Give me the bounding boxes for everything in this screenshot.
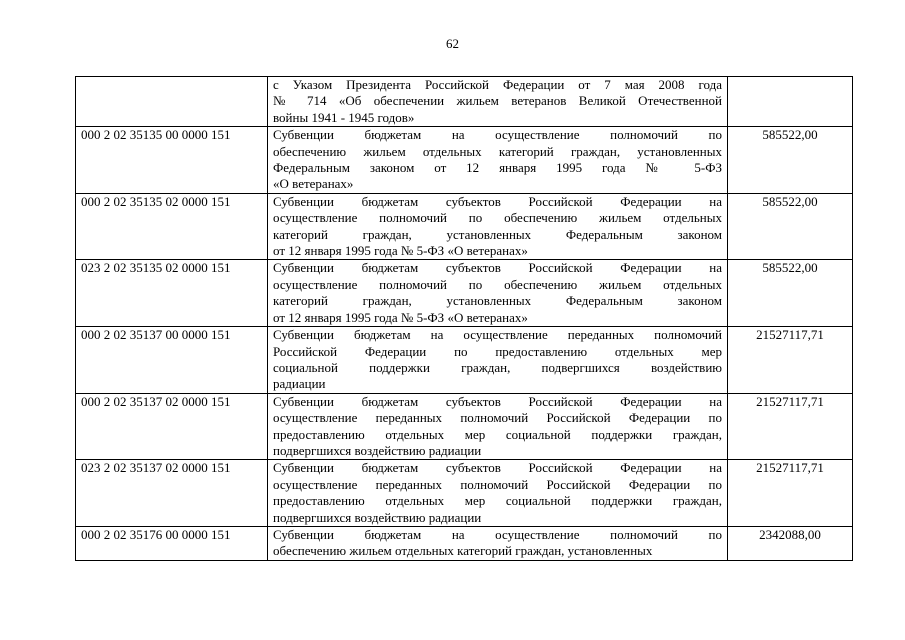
amount-cell: 585522,00 <box>728 193 853 260</box>
table-row <box>76 460 853 527</box>
income-name-line: категорий граждан, установленных Федеральным законом <box>273 293 722 309</box>
income-name-cell <box>268 127 728 194</box>
income-name-line: «О ветеранах» <box>273 176 354 192</box>
income-name-line: Федеральным законом от 12 января 1995 года № 5-ФЗ <box>273 160 722 176</box>
table-row <box>76 260 853 327</box>
amount-cell: 585522,00 <box>728 127 853 194</box>
income-name-line: Субвенции бюджетам на осуществление полномочий по <box>273 526 722 542</box>
income-name-line: обеспечению жильем отдельных категорий граждан, установленных <box>273 543 653 559</box>
table-row <box>76 193 853 260</box>
table-row <box>76 77 853 127</box>
budget-code-cell: 023 2 02 35135 02 0000 151 <box>76 260 268 327</box>
income-name-line: социальной поддержки граждан, подвергшихся воздействию <box>273 359 722 375</box>
income-name-line: от 12 января 1995 года № 5-ФЗ «О ветеранах» <box>273 309 528 325</box>
income-name-line: осуществление переданных полномочий Российской Федерации по <box>273 410 722 426</box>
income-name-line: предоставлению отдельных мер социальной поддержки граждан, <box>273 493 722 509</box>
income-name-line: категорий граждан, установленных Федеральным законом <box>273 226 722 242</box>
page-number: 62 <box>446 36 459 51</box>
income-name-cell <box>268 460 728 527</box>
amount-cell: 21527117,71 <box>728 460 853 527</box>
amount-cell: 21527117,71 <box>728 393 853 460</box>
budget-code-cell: 000 2 02 35135 02 0000 151 <box>76 193 268 260</box>
income-name-line: предоставлению отдельных мер социальной поддержки граждан, <box>273 426 722 442</box>
budget-table-body <box>76 77 853 561</box>
budget-code-cell: 000 2 02 35176 00 0000 151 <box>76 526 268 560</box>
income-name-line: осуществление полномочий по обеспечению жильем отдельных <box>273 276 722 292</box>
table-row <box>76 526 853 560</box>
income-name-line: осуществление переданных полномочий Российской Федерации по <box>273 476 722 492</box>
income-name-line: обеспечению жильем отдельных категорий граждан, установленных <box>273 143 722 159</box>
income-name-line: Субвенции бюджетам субъектов Российской Федерации на <box>273 393 722 409</box>
budget-code-cell <box>76 77 268 127</box>
budget-code-cell: 000 2 02 35135 00 0000 151 <box>76 127 268 194</box>
budget-code-cell: 023 2 02 35137 02 0000 151 <box>76 460 268 527</box>
income-name-line: радиации <box>273 376 326 392</box>
income-name-line: № 714 «Об обеспечении жильем ветеранов Великой Отечественной <box>273 93 722 109</box>
table-row <box>76 127 853 194</box>
amount-cell <box>728 77 853 127</box>
income-name-line: осуществление полномочий по обеспечению жильем отдельных <box>273 210 722 226</box>
budget-table <box>75 76 853 561</box>
income-name-cell <box>268 260 728 327</box>
amount-cell: 21527117,71 <box>728 327 853 394</box>
income-name-cell <box>268 526 728 560</box>
income-name-cell <box>268 193 728 260</box>
income-name-line: войны 1941 - 1945 годов» <box>273 109 415 125</box>
income-name-line: с Указом Президента Российской Федерации от 7 мая 2008 года <box>273 77 722 92</box>
income-name-cell <box>268 77 728 127</box>
amount-cell: 585522,00 <box>728 260 853 327</box>
income-name-line: Субвенции бюджетам субъектов Российской Федерации на <box>273 260 722 276</box>
budget-code-cell: 000 2 02 35137 02 0000 151 <box>76 393 268 460</box>
income-name-cell <box>268 393 728 460</box>
amount-cell: 2342088,00 <box>728 526 853 560</box>
table-row <box>76 393 853 460</box>
income-name-line: Российской Федерации по предоставлению отдельных мер <box>273 343 722 359</box>
income-name-line: Субвенции бюджетам субъектов Российской Федерации на <box>273 193 722 209</box>
income-name-line: Субвенции бюджетам на осуществление переданных полномочий <box>273 327 722 343</box>
income-name-line: от 12 января 1995 года № 5-ФЗ «О ветеранах» <box>273 243 528 259</box>
income-name-line: Субвенции бюджетам субъектов Российской Федерации на <box>273 460 722 476</box>
income-name-line: Субвенции бюджетам на осуществление полномочий по <box>273 127 722 143</box>
budget-code-cell: 000 2 02 35137 00 0000 151 <box>76 327 268 394</box>
income-name-line: подвергшихся воздействию радиации <box>273 442 482 458</box>
table-row <box>76 327 853 394</box>
income-name-cell <box>268 327 728 394</box>
income-name-line: подвергшихся воздействию радиации <box>273 509 482 525</box>
